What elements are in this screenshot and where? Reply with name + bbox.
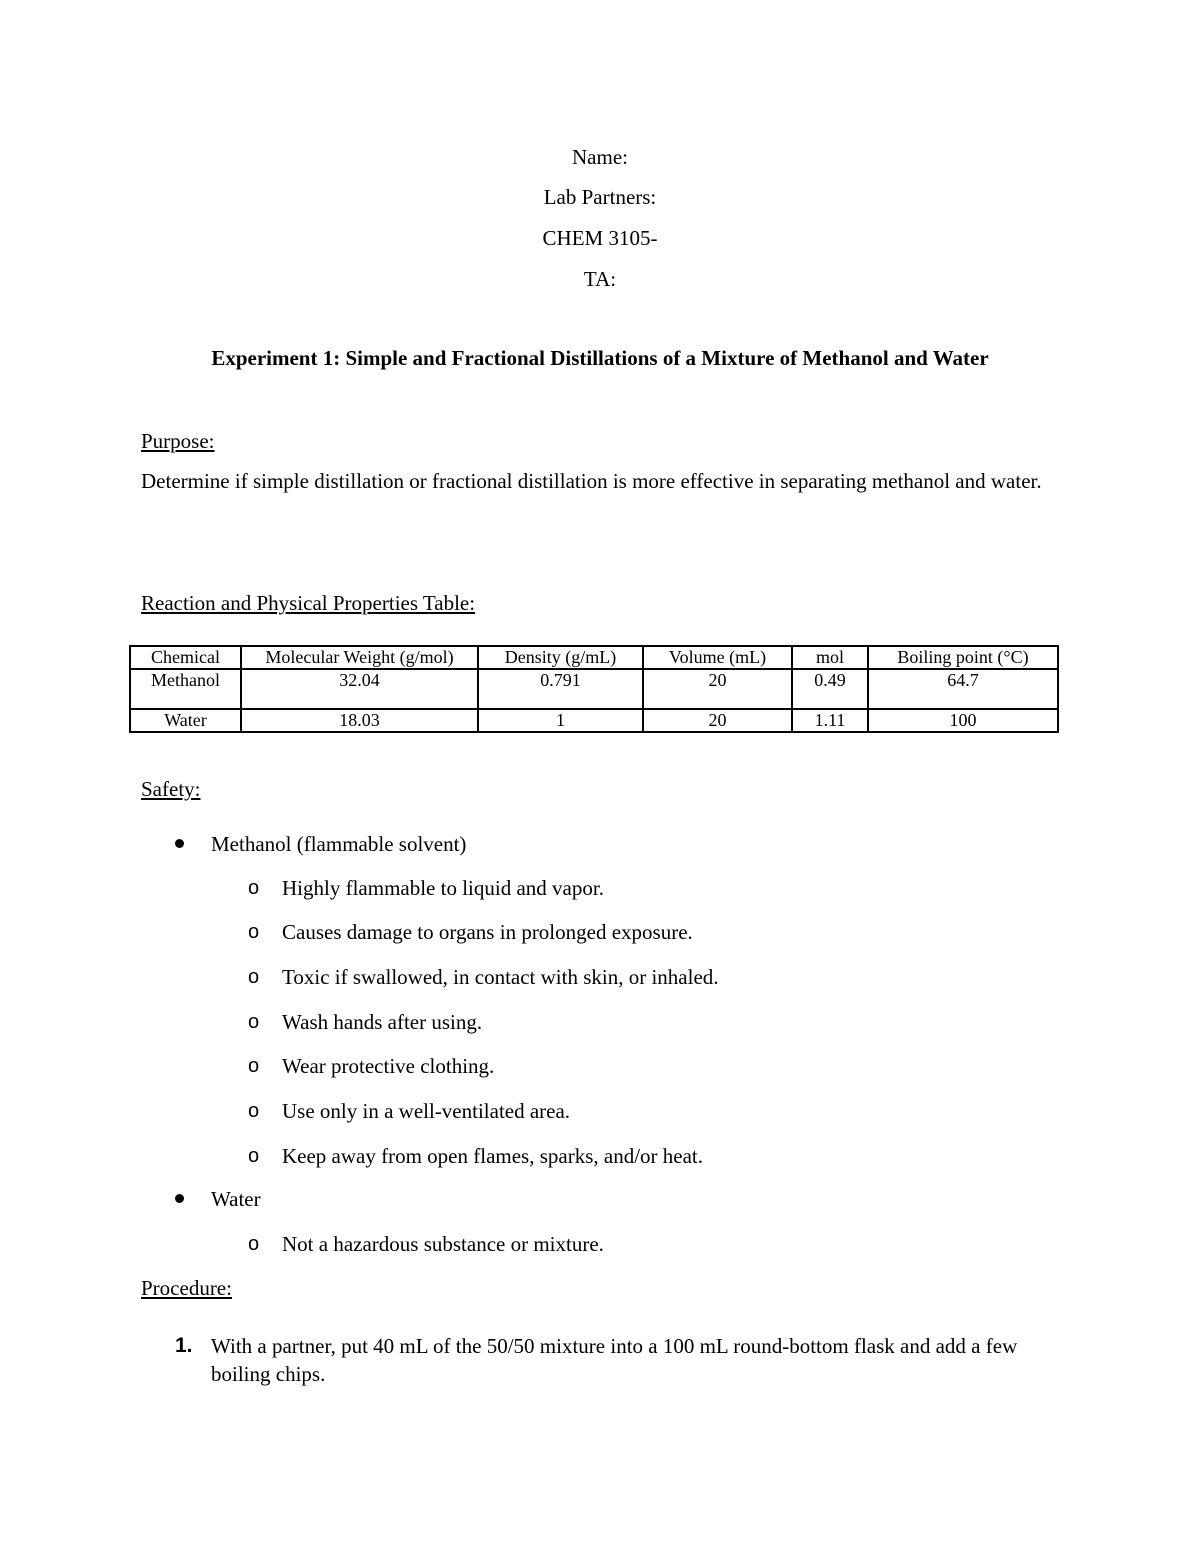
table-cell: 20 xyxy=(643,669,792,709)
sub-bullet-icon: o xyxy=(248,1011,260,1033)
lab-partners-label: Lab Partners: xyxy=(543,185,657,209)
name-label: Name: xyxy=(572,145,628,169)
step-number: 1. xyxy=(175,1334,193,1357)
table-cell: 100 xyxy=(868,709,1058,732)
safety-subitem: Wear protective clothing. xyxy=(282,1054,495,1078)
bullet-icon xyxy=(175,1194,184,1203)
table-cell: 0.791 xyxy=(478,669,643,709)
properties-table xyxy=(129,645,1059,733)
table-cell: 64.7 xyxy=(868,669,1058,709)
table-row xyxy=(130,709,1058,732)
safety-heading: Safety: xyxy=(141,777,201,801)
sub-bullet-icon: o xyxy=(248,921,260,943)
column-header: mol xyxy=(792,646,868,669)
sub-bullet-icon: o xyxy=(248,1055,260,1077)
purpose-text: Determine if simple distillation or fractional distillation is more effective in separating methanol and water. xyxy=(141,469,1042,493)
course-label: CHEM 3105- xyxy=(542,226,658,250)
safety-item-methanol: Methanol (flammable solvent) xyxy=(211,832,467,856)
column-header: Boiling point (°C) xyxy=(868,646,1058,669)
sub-bullet-icon: o xyxy=(248,966,260,988)
sub-bullet-icon: o xyxy=(248,1100,260,1122)
column-header: Molecular Weight (g/mol) xyxy=(241,646,478,669)
procedure-heading: Procedure: xyxy=(141,1276,232,1300)
table-cell: 1.11 xyxy=(792,709,868,732)
properties-heading: Reaction and Physical Properties Table: xyxy=(141,591,476,615)
table-cell: 1 xyxy=(478,709,643,732)
safety-subitem: Keep away from open flames, sparks, and/or heat. xyxy=(282,1144,704,1168)
safety-item-water: Water xyxy=(211,1187,261,1211)
column-header: Volume (mL) xyxy=(643,646,792,669)
safety-subitem: Wash hands after using. xyxy=(282,1010,483,1034)
table-cell: 20 xyxy=(643,709,792,732)
table-cell: 0.49 xyxy=(792,669,868,709)
table-row xyxy=(130,669,1058,709)
table-header-row xyxy=(130,646,1058,669)
table-cell: Methanol xyxy=(130,669,241,709)
step-text: With a partner, put 40 mL of the 50/50 mixture into a 100 mL round-bottom flask and add a few boiling chips. xyxy=(211,1334,1018,1386)
column-header: Density (g/mL) xyxy=(478,646,643,669)
ta-label: TA: xyxy=(583,267,617,291)
safety-subitem: Causes damage to organs in prolonged exposure. xyxy=(282,920,693,944)
table-cell: Water xyxy=(130,709,241,732)
column-header: Chemical xyxy=(130,646,241,669)
safety-subitem: Highly flammable to liquid and vapor. xyxy=(282,876,604,900)
sub-bullet-icon: o xyxy=(248,1233,260,1255)
safety-subitem: Use only in a well-ventilated area. xyxy=(282,1099,571,1123)
table-cell: 32.04 xyxy=(241,669,478,709)
bullet-icon xyxy=(175,839,184,848)
safety-subitem: Not a hazardous substance or mixture. xyxy=(282,1232,604,1256)
purpose-heading: Purpose: xyxy=(141,429,215,453)
sub-bullet-icon: o xyxy=(248,1145,260,1167)
safety-subitem: Toxic if swallowed, in contact with skin, or inhaled. xyxy=(282,965,719,989)
table-cell: 18.03 xyxy=(241,709,478,732)
experiment-title: Experiment 1: Simple and Fractional Distillations of a Mixture of Methanol and Water xyxy=(211,346,989,370)
sub-bullet-icon: o xyxy=(248,877,260,899)
